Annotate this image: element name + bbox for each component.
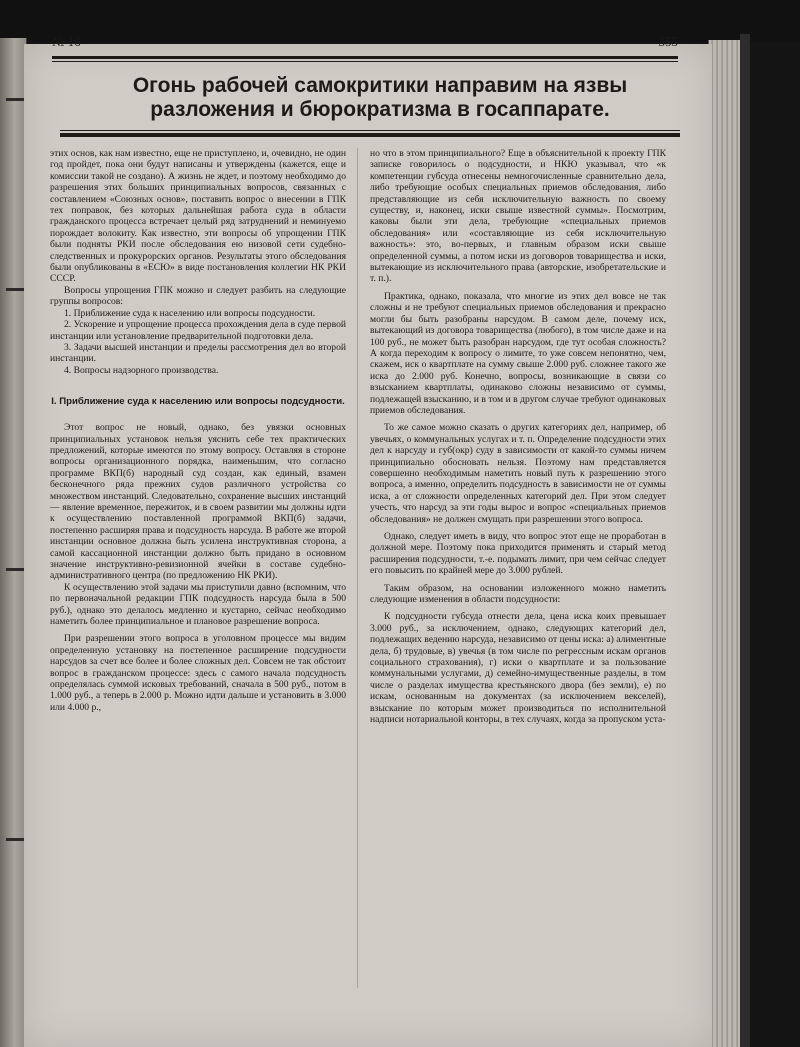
paragraph: Практика, однако, показала, что многие из этих дел вовсе не так сложны и не требуют специальных приемов обследования и прекрасно могли бы быть разобраны нарсудом. В самом деле, почему иск, вытекающий из договора товарищества (любого), в том числе даже и на 100 руб., не может быть разобран нарсудом, где тут особая сложность? А когда переходим к вопросу о лимите, то уже совсем непонятно, чем, скажем, иск о квартплате на сумму свыше 2.000 руб. сложнее такого же иска до 2.000 руб. Конечно, вопросы, возникающие в связи со взысканием квартплаты, одинаково сложны независимо от суммы, подлежащей взысканию, и в том и в другом случае требуют одинаковых приемов обследования. — [370, 290, 666, 416]
page-number: 355 — [658, 34, 678, 49]
book-binding — [0, 38, 27, 1047]
header-rule — [52, 56, 678, 59]
right-column — [370, 148, 666, 726]
title-rule-thin — [60, 130, 680, 131]
list-item: 2. Ускорение и упрощение процесса прохождения дела в суде первой инстанции или установление предварительной подготовки дела. — [50, 319, 347, 342]
binding-stitch — [6, 98, 24, 101]
binding-stitch — [6, 288, 24, 291]
paragraph: но что в этом принципиального? Еще в объяснительной к проекту ГПК записке говорилось о подсудности, и НКЮ указывал, что «к компетенции губсуда отнесены немногочисленные сравнительно дела, либо требующие особых специальных приемов обследования, либо представляющие из себя исключительную важность по своему существу, и, наконец, иски свыше известной суммы». Посмотрим, каковы были эти дела, требующие «специальных приемов обследования» или «составляющие из себя исключительную важность»: это, во-первых, и главным образом иски свыше определенной суммы, а потом иски из договоров товарищества и иски, вытекающие из исключительного права (авторские, изобретательские и т. п.). — [370, 148, 666, 285]
left-column — [50, 148, 346, 713]
paragraph: Вопросы упрощения ГПК можно и следует разбить на следующие группы вопросов: — [50, 284, 346, 308]
article-title: Огонь рабочей самокритики направим на язвы разложения и бюрократизма в госаппарате. — [132, 74, 628, 121]
paragraph: Однако, следует иметь в виду, что вопрос этот еще не проработан в должной мере. Поэтому пока приходится применять и старый метод расширения подсудности, т.-е. подымать лимит, при чем сейчас следует его повысить по крайней мере до 3.000 рублей. — [370, 531, 666, 577]
paragraph: То же самое можно сказать о других категориях дел, например, об увечьях, о коммунальных услугах и т. п. Определение подсудности этих дел к нарсуду и губ(окр) суду в зависимости от какой-то суммы ничем принципиально обосновать нельзя. Поэтому нам представляется совершенно необходимым наметить новый путь к разрешению этого вопроса, а именно, определить подсудность в зависимости не от суммы иска, а от сложности определенных категорий дел. При этом следует учесть, что нарсуд за эти годы вырос и вопрос «специальных приемов обследования» не должен смущать при разрешении этого вопроса. — [370, 422, 666, 525]
column-divider — [357, 148, 358, 988]
book-cover-edge — [740, 34, 750, 1047]
list-item: 3. Задачи высшей инстанции и пределы рассмотрения дел во второй инстанции. — [50, 341, 346, 365]
paragraph: При разрешении этого вопроса в уголовном процессе мы видим определенную установку на постепенное расширение подсудности нарсудов за счет все более и более сложных дел. Совсем не так обстоит вопрос в гражданском процессе: здесь с самого начала подсудность определялась суммой исковых требований, сначала в 500 руб., потом в 1.000 руб., а теперь в 2.000 р. Можно идти дальше и установить в 3.000 или 4.000 р., — [50, 633, 346, 713]
paragraph: К подсудности губсуда отнести дела, цена иска коих превышает 3.000 руб., за исключением, однако, следующих категорий дел, подлежащих ведению нарсуда, независимо от цены иска: а) алиментные дела, б) трудовые, в) увечья (в том числе по регрессным искам органов социального страхования), г) иски о квартплате и за пользование коммунальными услугами, д) семейно-имущественные разделы, в том числе о разделах имущества крестьянского двора (без земли), е) по искам, основанным на документах (за исключением векселей), взыскание по которым может производиться по исполнительной надписи нотариальной конторы, в тех случаях, когда за пропуском уста- — [370, 611, 666, 726]
section-heading: I. Приближение суда к населению или вопросы подсудности. — [51, 396, 345, 408]
paragraph: этих основ, как нам известно, еще не приступлено, и, очевидно, не один год пройдет, пока они будут написаны и утверждены (кажется, еще и комиссии такой не создано). А жизнь не ждет, и поэтому необходимо до разрешения этих больших принципиальных вопросов, связанных с составлением «Союзных основ», поставить вопрос о внесении в ГПК тех поправок, без которых дальнейшая работа суда в области гражданского процесса встречает целый ряд затруднений и неминуемо порождает волокиту. Как известно, эти вопросы об упрощении ГПК были подняты РКИ после обследования ею низовой сети судебно-следственных и прокурорских органов. Результаты этого обследования были опубликованы в «ЕСЮ» в виде постановления коллегии НК РКИ СССР. — [50, 148, 346, 285]
paragraph: К осуществлению этой задачи мы приступили давно (вспомним, что по первоначальной редакции ГПК подсудность нарсуда была в 500 руб.), однако это делалось медленно и кустарно, сейчас необходимо наметить более принципиальное и плановое разрешение вопроса. — [50, 581, 346, 628]
list-item: 4. Вопросы надзорного производства. — [64, 364, 219, 376]
page-edges — [708, 40, 743, 1047]
paragraph: Таким образом, на основании изложенного можно наметить следующие изменения в области подсудности: — [370, 582, 666, 606]
paragraph: Этот вопрос не новый, однако, без увязки основных принципиальных установок нельзя уяснить себе тех практических предложений, которые имеются по этому вопросу. Оставляя в стороне вопросы организационного порядка, наименьшим, что согласно программе ВКП(б) народный суд создан, как единый, взамен бесконечного ряда прежних судов различного устройства со множеством инстанций. Следовательно, сохранение высших инстанций — явление временное, пережиток, и в своем развитии мы должны идти к осуществлению поставленной программой ВКП(б) задачи, постепенно расширяя права и подсудность нарсуда. В работе же второй инстанции основное должна быть усилена инструктивная сторона, а самой кассационной инстанции должно быть придано в основном значение инструктивно-ревизионной ячейки в составе судебно-административного центра (по предложению НК РКИ). — [50, 422, 346, 582]
title-rule — [60, 133, 680, 137]
list-item: 1. Приближение суда к населению или вопросы подсудности. — [64, 307, 316, 319]
issue-number: № 16 — [52, 34, 81, 49]
binding-stitch — [6, 568, 24, 571]
binding-stitch — [6, 838, 24, 841]
page-header — [52, 34, 678, 54]
header-rule-thin — [52, 61, 678, 62]
